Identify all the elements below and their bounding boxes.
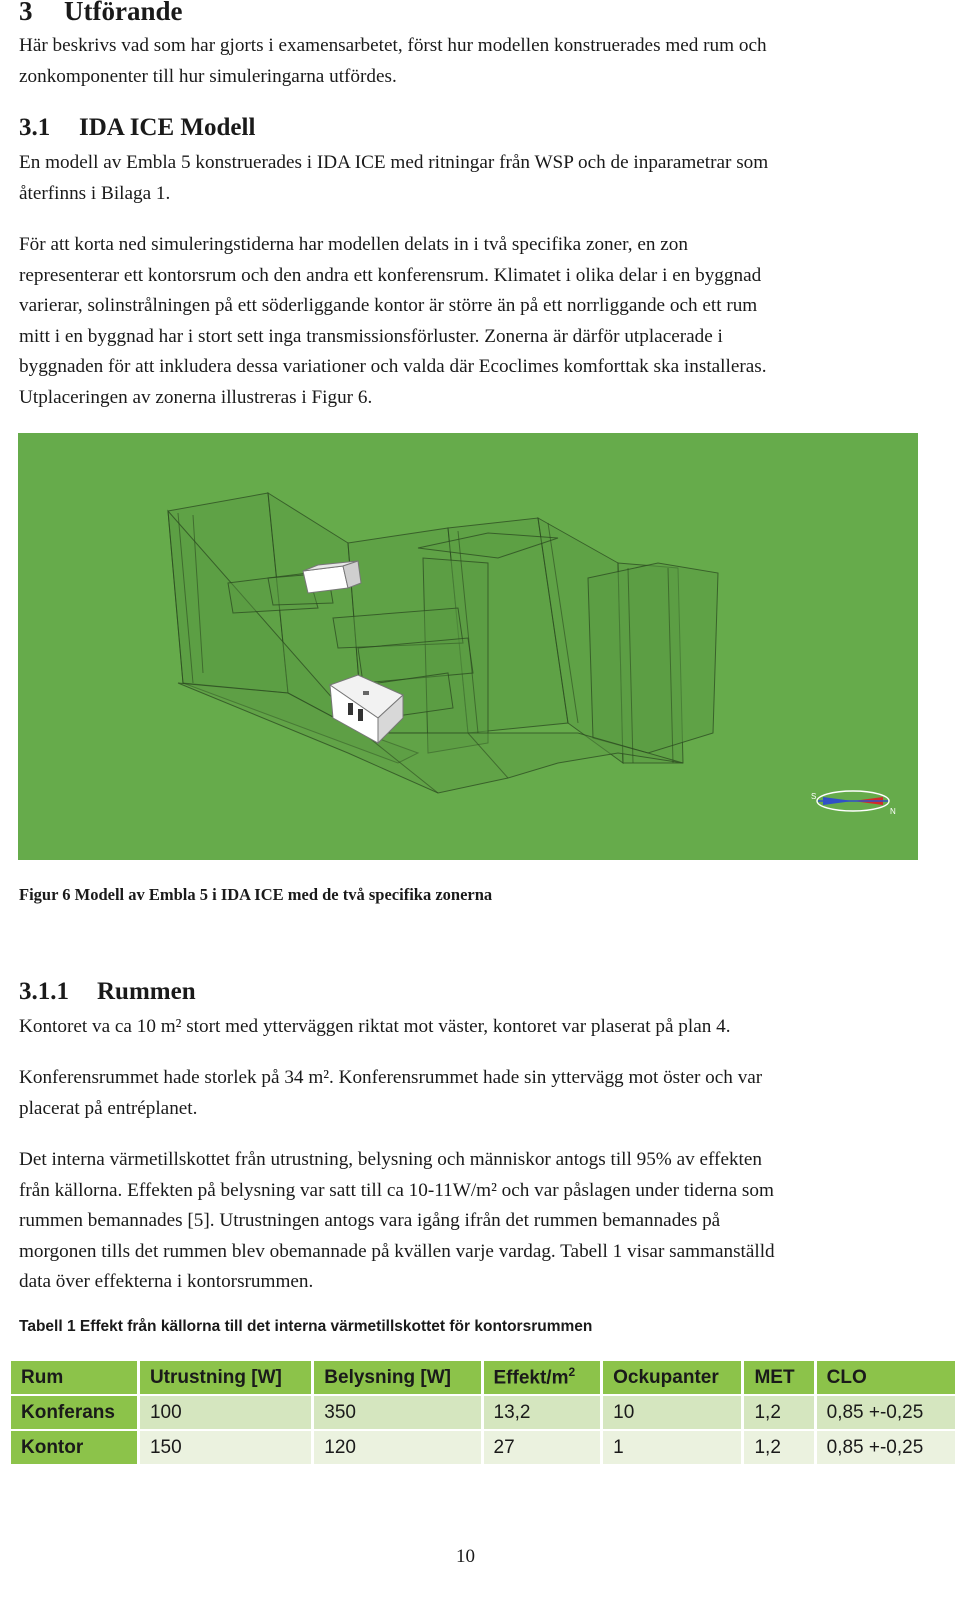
table-header-cell	[484, 1361, 601, 1394]
zones-paragraph	[19, 230, 917, 414]
table-header-cell: Ockupanter	[603, 1361, 741, 1394]
text-line: placerat på entréplanet.	[19, 1097, 198, 1119]
text-line: En modell av Embla 5 konstruerades i IDA ICE med ritningar från WSP och de inparametrar som	[19, 152, 769, 173]
table-cell: 350	[314, 1396, 480, 1429]
text-line: Utplaceringen av zonerna illustreras i Figur 6.	[19, 386, 373, 408]
rooms-paragraph-1: Kontoret va ca 10 m² stort med ytterväggen riktat mot väster, kontoret var plaserat på plan 4.	[19, 1016, 731, 1037]
table-header-cell: CLO	[817, 1361, 955, 1394]
text-line: från källorna. Effekten på belysning var satt till ca 10-11W/m² och var påslagen under tiderna som	[19, 1179, 774, 1201]
table-cell: 1,2	[744, 1396, 813, 1429]
text-line: återfinns i Bilaga 1.	[19, 182, 171, 204]
text-line: rummen bemannades [5]. Utrustningen antogs vara igång ifrån det rummen bemannades på	[19, 1210, 721, 1232]
table-cell: 100	[140, 1396, 311, 1429]
section-number: 3	[19, 0, 33, 26]
table-row	[11, 1396, 955, 1429]
table-header-cell: MET	[744, 1361, 813, 1394]
text-line: byggnaden för att inkludera dessa variationer och valda där Ecoclimes komforttak ska installeras.	[19, 356, 767, 378]
text-line: mitt i en byggnad har i stort sett inga transmissionsförluster. Zonerna är därför utplacerade i	[19, 325, 723, 347]
text-line: varierar, solinstrålningen på ett söderliggande kontor är större än på ett norrliggande och ett rum	[19, 295, 758, 317]
text-line: morgonen tills det rummen blev obemannade på kvällen varje vardag. Tabell 1 visar sammanställd	[19, 1240, 775, 1262]
table-header-cell: Belysning [W]	[314, 1361, 480, 1394]
subsection-title: IDA ICE Modell	[79, 114, 256, 141]
intro-paragraph	[19, 31, 917, 92]
model-figure	[18, 433, 918, 860]
text-line: representerar ett kontorsrum och den andra ett konferensrum. Klimatet i olika delar i en byggnad	[19, 264, 762, 286]
figure-caption: Figur 6 Modell av Embla 5 i IDA ICE med de två specifika zonerna	[19, 885, 493, 904]
effekt-table	[8, 1359, 958, 1466]
table-cell: Konferans	[11, 1396, 137, 1429]
subsection-heading	[19, 114, 255, 142]
text-line: Konferensrummet hade storlek på 34 m². Konferensrummet hade sin yttervägg mot öster och var	[19, 1067, 763, 1088]
table-cell: Kontor	[11, 1431, 137, 1464]
table-cell: 1,2	[744, 1431, 813, 1464]
table-header-row	[11, 1361, 955, 1394]
text-line: Här beskrivs vad som har gjorts i examensarbetet, först hur modellen konstruerades med rum och	[19, 35, 767, 56]
text-line: För att korta ned simuleringstiderna har modellen delats in i två specifika zoner, en zon	[19, 234, 688, 255]
table-caption: Tabell 1 Effekt från källorna till det interna värmetillskottet för kontorsrummen	[19, 1318, 593, 1335]
text-line: Det interna värmetillskottet från utrustning, belysning och människor antogs till 95% av effekten	[19, 1149, 762, 1170]
subsubsection-title: Rummen	[97, 978, 196, 1005]
section-heading	[19, 0, 182, 27]
table-row	[11, 1431, 955, 1464]
table-cell: 150	[140, 1431, 311, 1464]
text-line: zonkomponenter till hur simuleringarna utfördes.	[19, 65, 397, 87]
subsection-number: 3.1	[19, 114, 51, 141]
subsubsection-heading	[19, 978, 196, 1006]
rooms-paragraph-3	[19, 1145, 917, 1298]
table-cell: 0,85 +-0,25	[817, 1431, 955, 1464]
subsubsection-number: 3.1.1	[19, 978, 69, 1005]
text-line: data över effekterna i kontorsrummen.	[19, 1271, 314, 1293]
compass-n-label: N	[890, 807, 896, 816]
header-effekt-label: Effekt/m	[493, 1367, 569, 1389]
page-number: 10	[456, 1546, 475, 1567]
table-cell: 13,2	[484, 1396, 601, 1429]
model-paragraph	[19, 148, 917, 209]
table-cell: 10	[603, 1396, 741, 1429]
header-effekt-sup: 2	[568, 1365, 576, 1380]
section-title: Utförande	[64, 0, 183, 26]
building-model-illustration	[18, 433, 918, 860]
rooms-paragraph-2	[19, 1063, 917, 1124]
table-header-cell: Rum	[11, 1361, 137, 1394]
compass-s-label: S	[811, 792, 817, 801]
table-cell: 0,85 +-0,25	[817, 1396, 955, 1429]
table-cell: 120	[314, 1431, 480, 1464]
table-header-cell: Utrustning [W]	[140, 1361, 311, 1394]
table-cell: 27	[484, 1431, 601, 1464]
table-cell: 1	[603, 1431, 741, 1464]
building-wall	[588, 563, 718, 753]
